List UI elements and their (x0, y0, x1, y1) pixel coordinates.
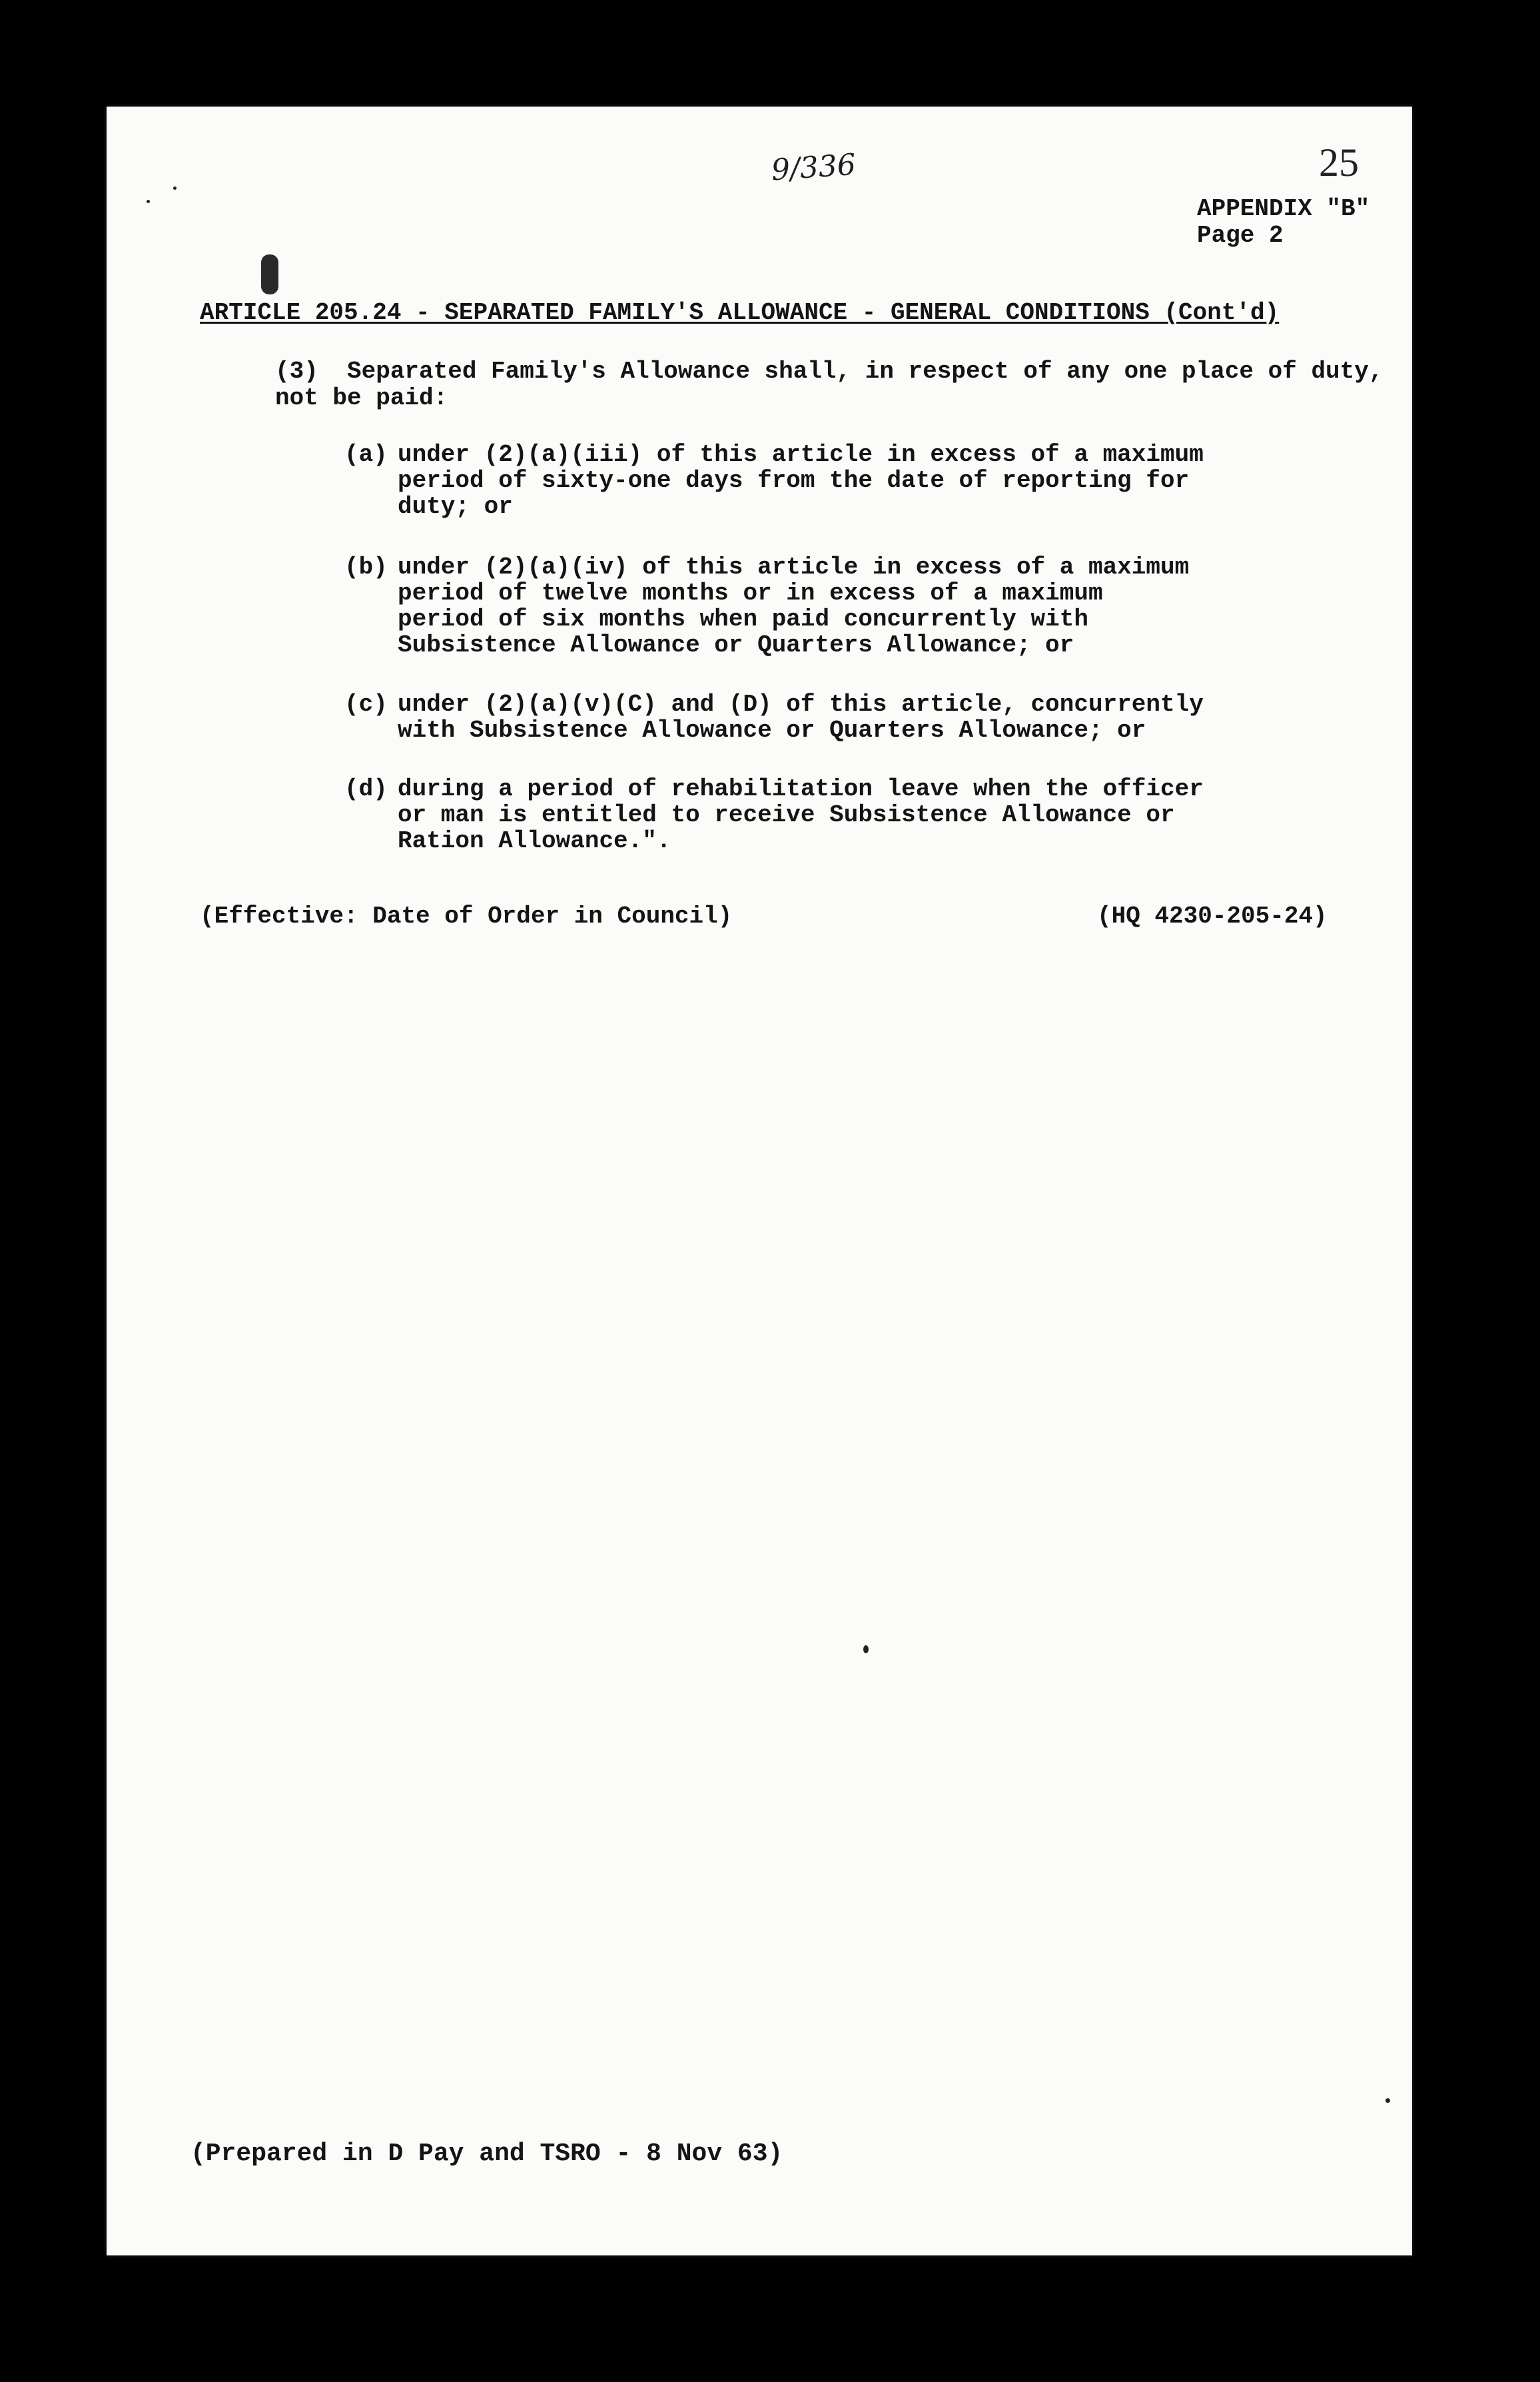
scanned-page (107, 107, 1412, 2255)
item-a-text-line: duty; or (398, 493, 513, 520)
effective-date-note: (Effective: Date of Order in Council) (200, 903, 733, 930)
clause-3-text-line: not be paid: (275, 384, 448, 412)
handwritten-reference: 9/336 (770, 147, 857, 188)
clause-3-text-line: (3) Separated Family's Allowance shall, in respect of any one place of duty, (275, 358, 1383, 385)
item-a-label: (a) (344, 441, 388, 468)
item-a-text-line: period of sixty-one days from the date of reporting for (398, 467, 1190, 494)
item-b-text-line: under (2)(a)(iv) of this article in excess of a maximum (398, 554, 1190, 581)
scan-speck (863, 1645, 869, 1653)
item-d-label: (d) (344, 775, 388, 803)
item-c-label: (c) (344, 691, 388, 718)
item-b-text-line: period of twelve months or in excess of a maximum (398, 580, 1103, 607)
item-a-text-line: under (2)(a)(iii) of this article in excess of a maximum (398, 441, 1204, 468)
page-number-stamp: 25 (1319, 141, 1359, 185)
item-d-text-line: Ration Allowance.". (398, 827, 671, 855)
file-reference: (HQ 4230-205-24) (1097, 903, 1328, 930)
item-d-text-line: or man is entitled to receive Subsistence Allowance or (398, 801, 1175, 829)
scan-speck (1385, 2098, 1390, 2103)
appendix-page-number: Page 2 (1197, 222, 1284, 249)
item-c-text-line: with Subsistence Allowance or Quarters Allowance; or (398, 717, 1146, 744)
scan-speck (173, 187, 177, 190)
binding-hole-mark (261, 254, 278, 294)
article-heading: ARTICLE 205.24 - SEPARATED FAMILY'S ALLOWANCE - GENERAL CONDITIONS (Cont'd) (200, 299, 1280, 326)
prepared-by-note: (Prepared in D Pay and TSRO - 8 Nov 63) (191, 2140, 783, 2168)
item-d-text-line: during a period of rehabilitation leave when the officer (398, 775, 1204, 803)
item-b-text-line: period of six months when paid concurrently with (398, 605, 1088, 633)
item-b-text-line: Subsistence Allowance or Quarters Allowance; or (398, 631, 1074, 659)
item-c-text-line: under (2)(a)(v)(C) and (D) of this article, concurrently (398, 691, 1204, 718)
scan-speck (147, 200, 150, 203)
appendix-label: APPENDIX "B" (1197, 195, 1370, 222)
item-b-label: (b) (344, 554, 388, 581)
